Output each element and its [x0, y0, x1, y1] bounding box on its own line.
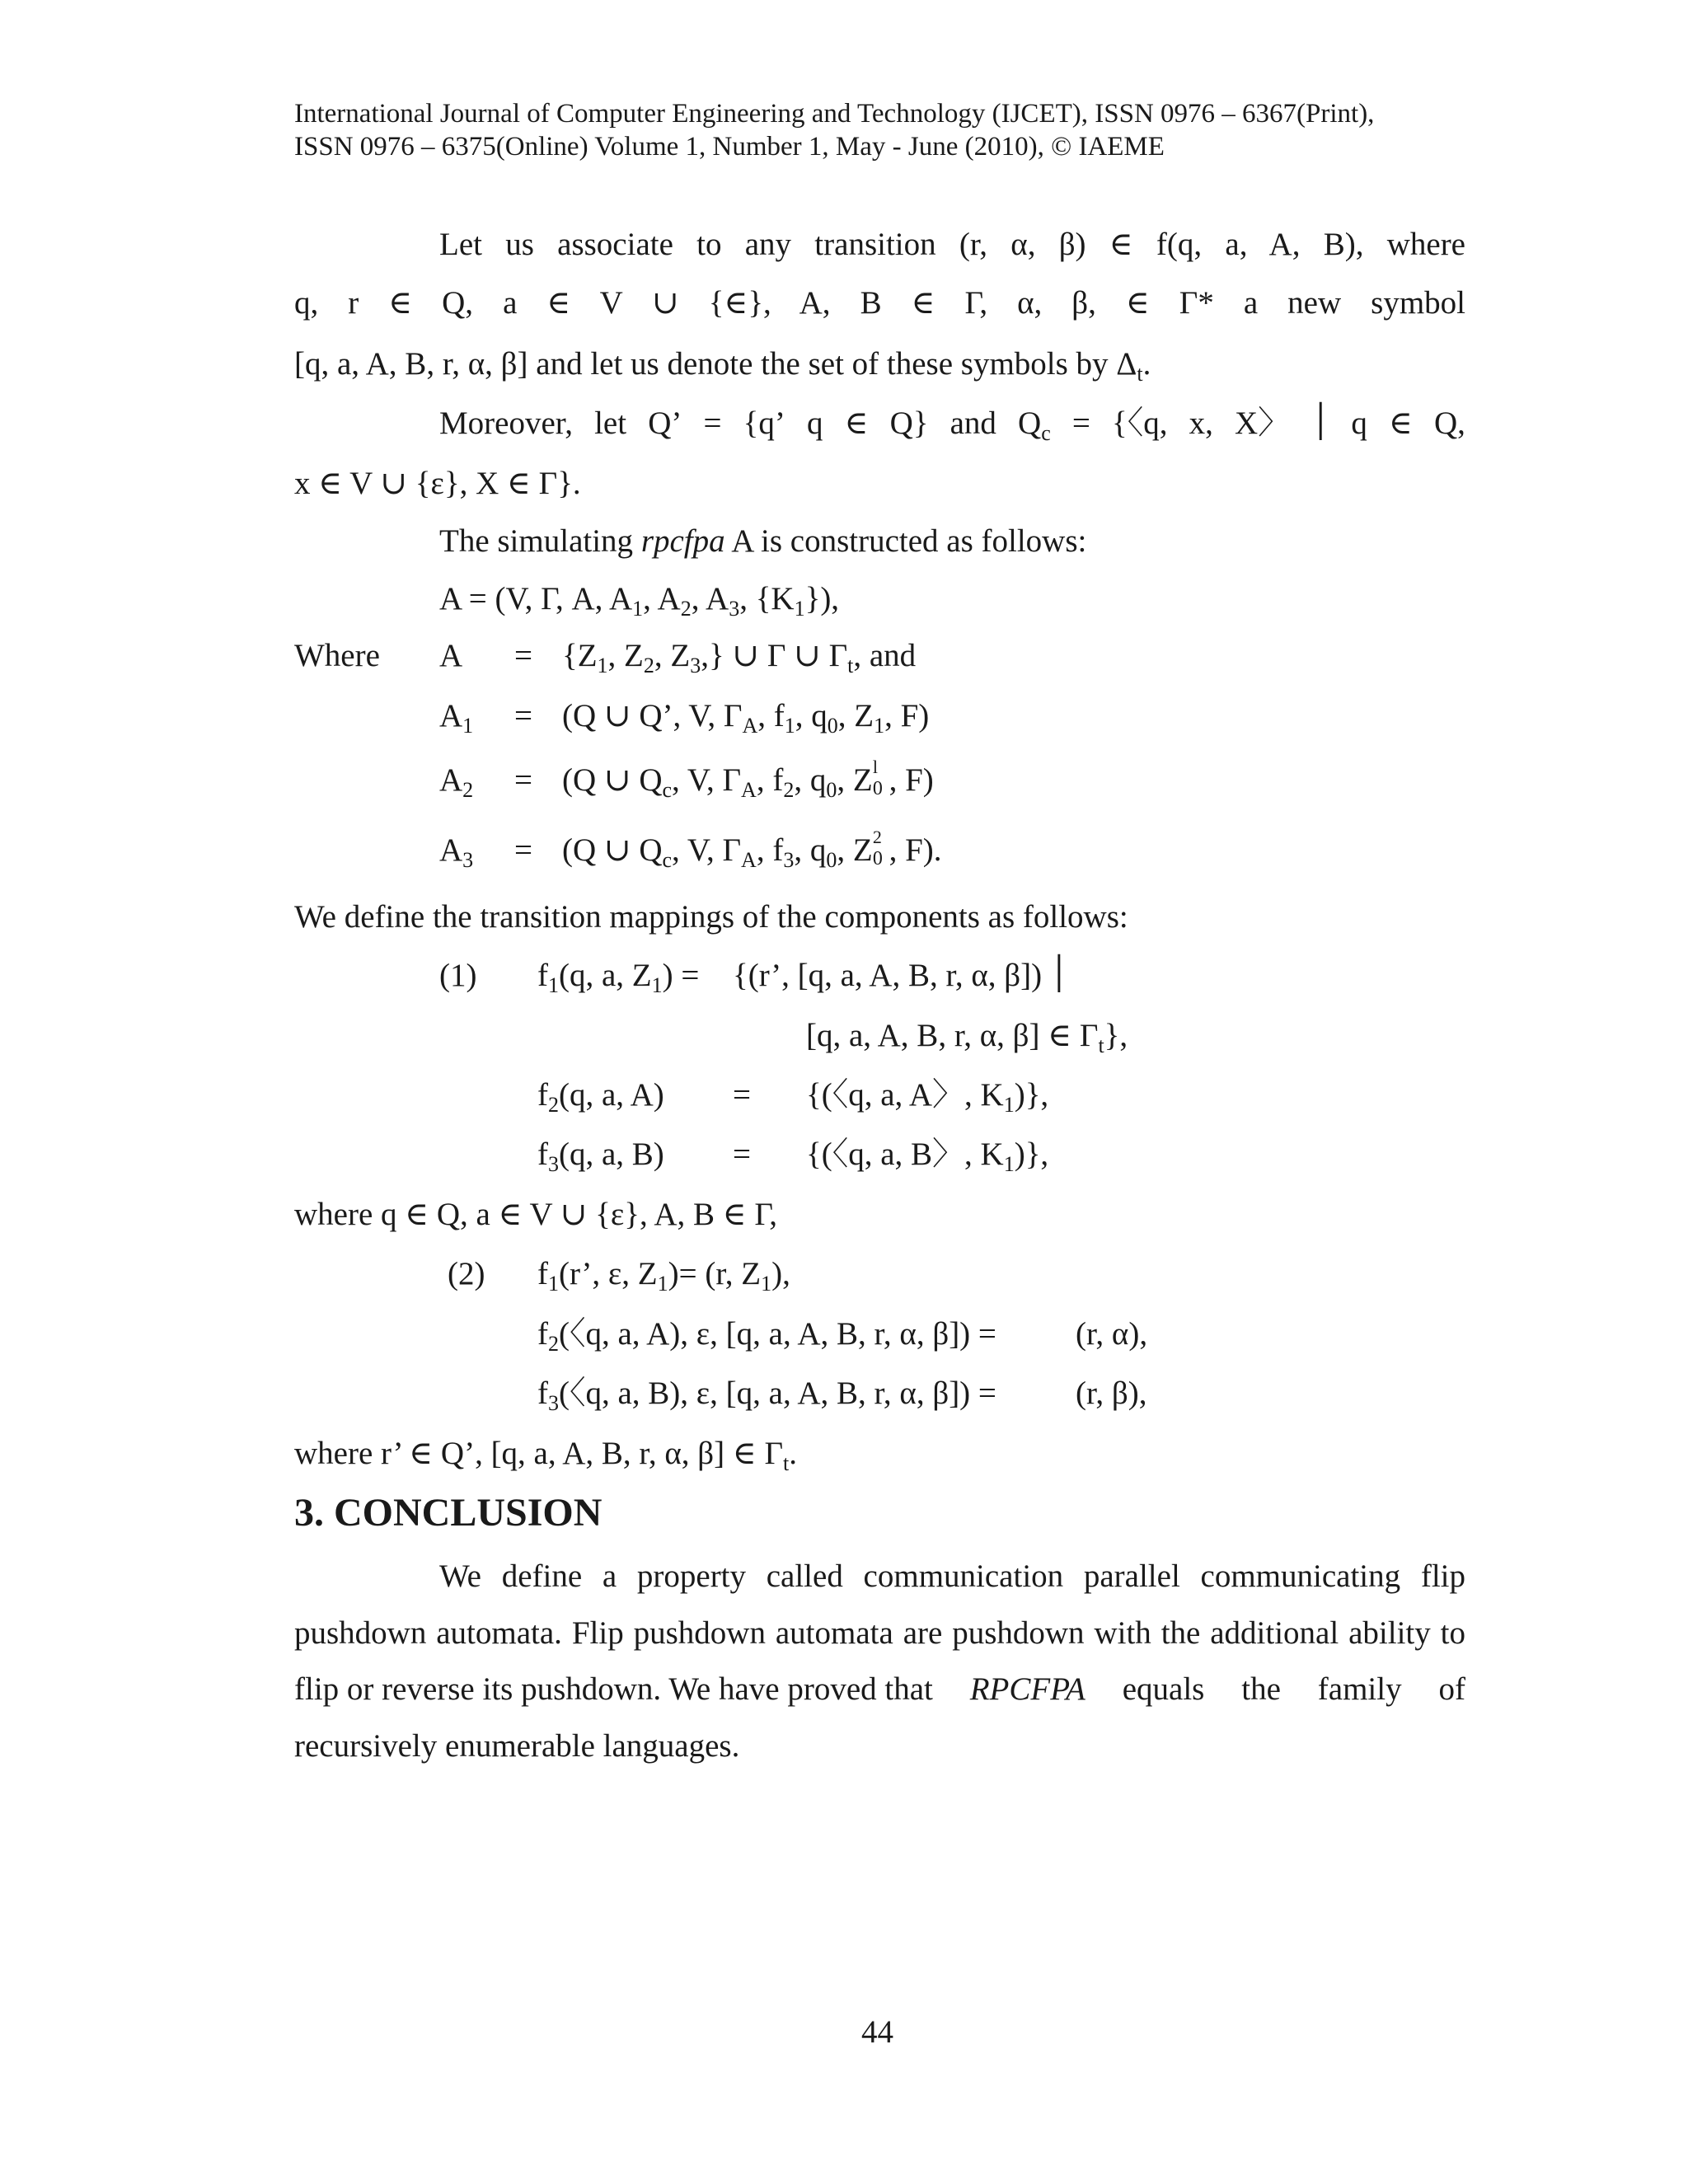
f3-block2-rhs: (r, β),: [1076, 1376, 1147, 1411]
f1-block1-rhs-cont: [q, a, A, B, r, α, β] ∈ $\Gamma_t$},: [806, 1018, 1128, 1057]
row-A-rhs: {$Z_1$, $Z_2$, $Z_3$,} ∪ Γ ∪ $\Gamma_t$, and: [562, 638, 917, 677]
f2-block1-lhs: $f_2(q$, a, A): [537, 1077, 664, 1117]
block2-where: where r’ ∈ Q’, [q, a, A, B, r, α, β] ∈ $\Gamma_t$.: [294, 1436, 797, 1475]
system-definition: A = (V, Γ, A, $A_1$, $A_2$, $A_3$, $\{K_1\}$),: [439, 581, 840, 621]
f3-block1-rhs: {(〈q, a, B〉, $K_1$)},: [806, 1137, 1049, 1176]
f3-block1-eq: =: [733, 1137, 751, 1172]
journal-header-line-2: ISSN 0976 – 6375(Online) Volume 1, Number 1, May - June (2010), © IAEME: [294, 132, 1165, 162]
row-A2-eq: =: [514, 762, 532, 798]
block1-where: where q ∈ Q, a ∈ V ∪ {ε}, A, B ∈ Γ,: [294, 1197, 777, 1232]
block1-number: (1): [439, 958, 477, 993]
f2-block2-rhs: (r, α),: [1076, 1316, 1148, 1352]
f3-block2-lhs: $f_3$(〈q, a, B), ε, [q, a, A, B, r, α, β]) =: [537, 1376, 996, 1415]
para1-line-1: Let us associate to any transition (r, α, β) ∈ f(q, a, A, B), where: [439, 227, 1465, 262]
f1-block1-rhs: {(r’, [q, a, A, B, r, α, β]) ׀: [733, 958, 1068, 993]
construct-intro: The simulating rpcfpa A is constructed as follows:: [439, 523, 1087, 559]
journal-header-line-1: International Journal of Computer Engineering and Technology (IJCET), ISSN 0976 – 6367(Print),: [294, 99, 1375, 129]
row-A1-rhs: (Q ∪ Q’, V, $\Gamma_A$, $f_1$, $q_0$, $Z_1$, F): [562, 698, 930, 738]
transitions-intro: We define the transition mappings of the components as follows:: [294, 899, 1128, 935]
para2-line-1: Moreover, let Q’ = {q’ q ∈ Q} and $Q_c$ = {〈q, x, X〉 ׀ q ∈ Q,: [439, 405, 1465, 445]
row-A2-rhs: (Q ∪ $Q_c$, V, $\Gamma_A$, $f_2$, $q_0$, Z l 0 , F): [562, 757, 934, 802]
conclusion-line-4: recursively enumerable languages.: [294, 1728, 740, 1764]
where-label: Where: [294, 638, 380, 673]
row-A-eq: =: [514, 638, 532, 673]
f2-block1-eq: =: [733, 1077, 751, 1113]
row-A1-lhs: $A_1$: [439, 698, 474, 738]
row-A3-eq: =: [514, 832, 532, 868]
para1-line-2: q, r ∈ Q, a ∈ V ∪ {∈}, A, B ∈ Γ, α, β, ∈ Γ* a new symbol: [294, 285, 1465, 321]
row-A-lhs: A: [439, 638, 463, 673]
para1-line-3: [q, a, A, B, r, α, β] and let us denote the set of these symbols by $\Delta_t$.: [294, 346, 1151, 386]
conclusion-line-1: We define a property called communication parallel communicating flip: [439, 1558, 1465, 1594]
f1-block2: $f_1(r$’, ε, $Z_1)= (r$, $Z_1$),: [537, 1256, 790, 1296]
row-A1-eq: =: [514, 698, 532, 733]
row-A2-lhs: $A_2$: [439, 762, 474, 802]
f3-block1-lhs: $f_3(q$, a, B): [537, 1137, 664, 1176]
f1-block1-lhs: $f_1(q$, a, $Z_1$) =: [537, 958, 700, 997]
f2-block2-lhs: $f_2$(〈q, a, A), ε, [q, a, A, B, r, α, β]) =: [537, 1316, 996, 1356]
block2-number: (2): [448, 1256, 485, 1291]
f2-block1-rhs: {(〈q, a, A〉, $K_1$)},: [806, 1077, 1049, 1117]
conclusion-line-3: flip or reverse its pushdown. We have proved that RPCFPA equals the family of: [294, 1671, 1465, 1707]
row-A3-lhs: $A_3$: [439, 832, 474, 872]
section-heading-conclusion: 3. CONCLUSION: [294, 1491, 603, 1535]
para2-line-2: x ∈ V ∪ {ε}, X ∈ Γ}.: [294, 466, 581, 501]
page-number: 44: [861, 2014, 893, 2050]
conclusion-line-2: pushdown automata. Flip pushdown automata are pushdown with the additional ability to: [294, 1615, 1465, 1651]
row-A3-rhs: (Q ∪ $Q_c$, V, $\Gamma_A$, $f_3$, $q_0$, Z 2 0 , F).: [562, 827, 942, 872]
